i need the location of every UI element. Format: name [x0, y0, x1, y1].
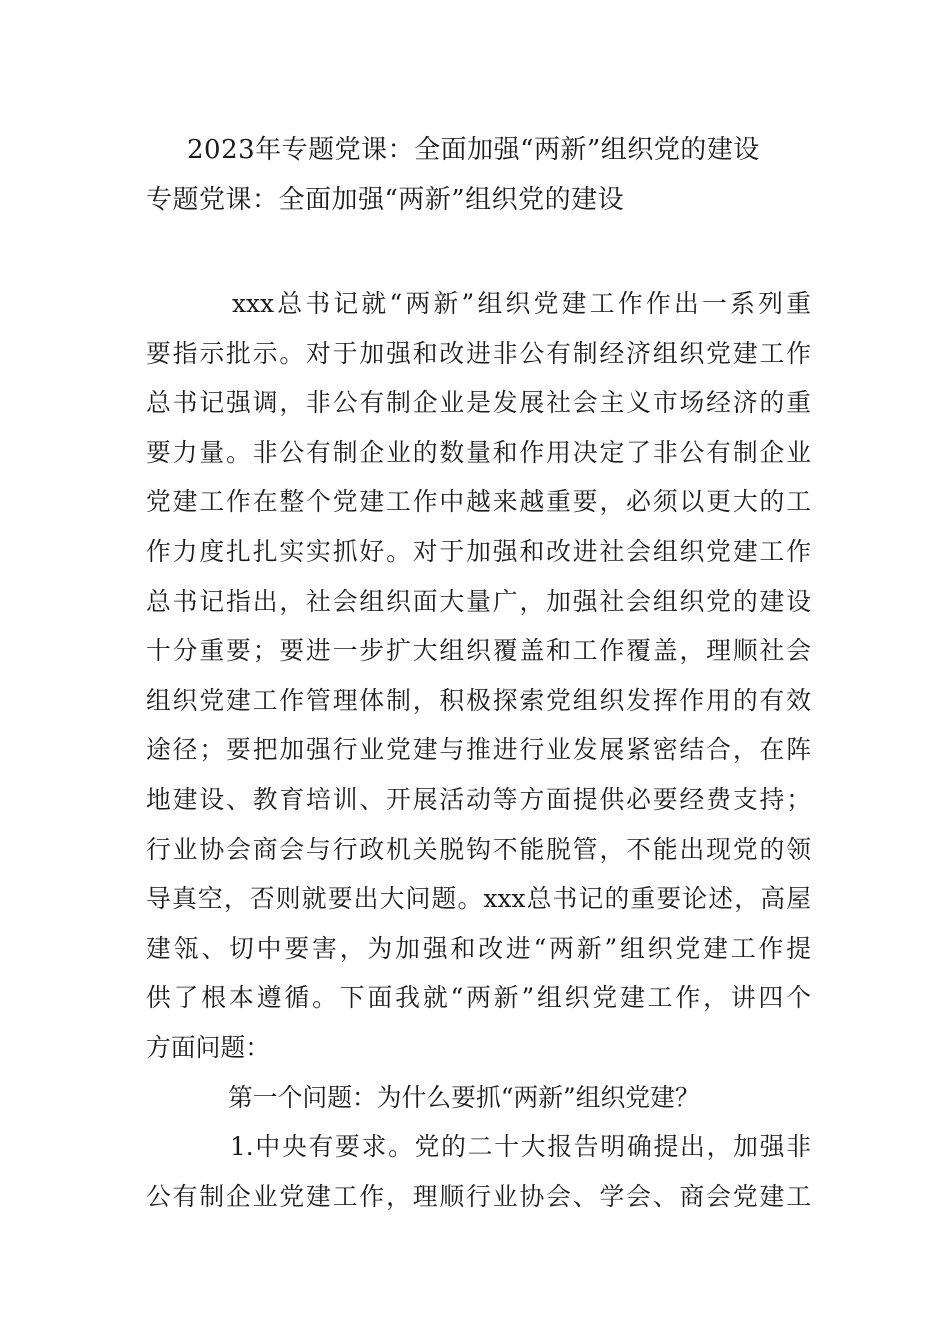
paragraph-line: 要指示批示。对于加强和改进非公有制经济组织党建工作 — [146, 338, 811, 368]
paragraph-line: 行业协会商会与行政机关脱钩不能脱管，不能出现党的领 — [146, 834, 811, 864]
paragraph-line: 总书记指出，社会组织面大量广，加强社会组织党的建设 — [146, 586, 811, 616]
paragraph-line: 地建设、教育培训、开展活动等方面提供必要经费支持； — [146, 784, 811, 814]
paragraph-line: 公有制企业党建工作，理顺行业协会、学会、商会党建工 — [146, 1181, 811, 1211]
paragraph-line: 建瓴、切中要害，为加强和改进“两新”组织党建工作提 — [146, 933, 811, 963]
paragraph-line: 供了根本遵循。下面我就“两新”组织党建工作，讲四个 — [146, 983, 811, 1013]
paragraph-line: 十分重要；要进一步扩大组织覆盖和工作覆盖，理顺社会 — [146, 636, 811, 666]
paragraph-line: 途径；要把加强行业党建与推进行业发展紧密结合，在阵 — [146, 735, 811, 765]
paragraph-line: 党建工作在整个党建工作中越来越重要，必须以更大的工 — [146, 487, 811, 517]
paragraph-line: 方面问题： — [146, 1032, 270, 1062]
paragraph-line: 要力量。非公有制企业的数量和作用决定了非公有制企业 — [146, 437, 811, 467]
paragraph-line: xxx总书记就“两新”组织党建工作作出一系列重 — [232, 289, 811, 318]
paragraph-line: 总书记强调，非公有制企业是发展社会主义市场经济的重 — [146, 388, 811, 418]
paragraph-line: 1.中央有要求。党的二十大报告明确提出，加强非 — [230, 1132, 811, 1162]
document-title: 2023年专题党课：全面加强“两新”组织党的建设 — [187, 135, 760, 165]
document-body — [146, 279, 811, 1221]
paragraph-line: 组织党建工作管理体制，积极探索党组织发挥作用的有效 — [146, 685, 811, 715]
document-subtitle: 专题党课：全面加强“两新”组织党的建设 — [146, 185, 625, 215]
section-heading: 第一个问题：为什么要抓“两新”组织党建？ — [228, 1082, 700, 1112]
paragraph-line: 作力度扎扎实实抓好。对于加强和改进社会组织党建工作 — [146, 536, 811, 566]
paragraph-line: 导真空，否则就要出大问题。xxx总书记的重要论述，高屋 — [146, 884, 811, 914]
